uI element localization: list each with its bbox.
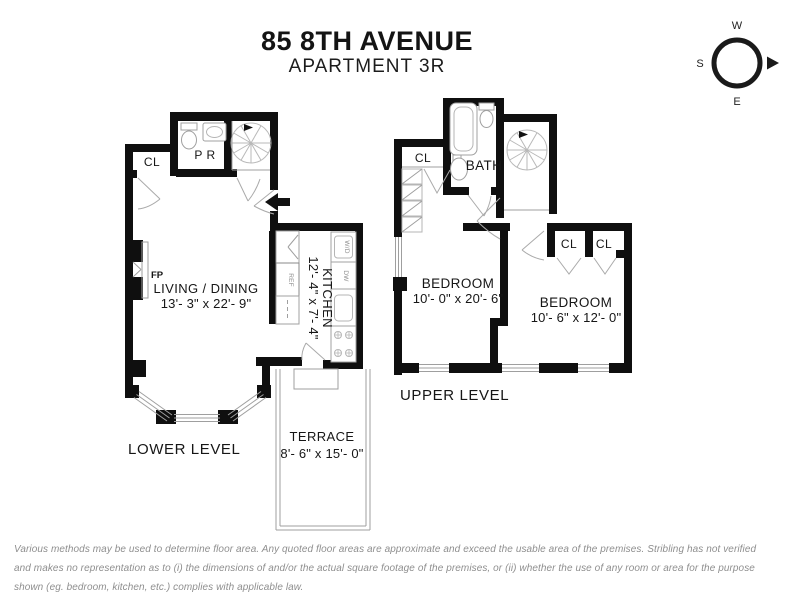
page-subtitle: APARTMENT 3R — [288, 56, 446, 77]
upper-doors — [468, 195, 616, 274]
bedroom-2-dimensions: 10'- 6" x 12'- 0" — [530, 310, 622, 325]
closet-shelves — [402, 167, 450, 232]
kitchen-label: KITCHEN — [320, 268, 335, 328]
terrace-dimensions: 8'- 6" x 15'- 0" — [280, 446, 364, 461]
compass-icon — [680, 10, 790, 115]
compass-east-label: E — [733, 96, 741, 108]
lower-level-floorplan — [60, 90, 400, 540]
living-dining-label: LIVING / DINING — [153, 281, 259, 296]
dishwasher-label: DW — [342, 270, 349, 282]
compass-south-label: S — [696, 58, 704, 70]
compass-west-label: W — [731, 20, 743, 32]
kitchen-dimensions: 12'- 4" x 7'- 4" — [306, 256, 321, 340]
stair-direction-arrow-icon — [519, 131, 528, 138]
compass-ring — [714, 40, 760, 86]
powder-room-fixtures — [181, 123, 226, 149]
bedroom-2-label: BEDROOM — [539, 295, 613, 310]
bath-label: BATH — [465, 158, 503, 173]
bedroom-1-label: BEDROOM — [421, 276, 495, 291]
disclaimer-line: shown (eg. bedroom, kitchen, etc.) complies with applicable law. — [14, 581, 304, 593]
bedroom-1-dimensions: 10'- 0" x 20'- 6" — [412, 291, 504, 306]
upper-spiral-stair — [504, 130, 549, 210]
left-wall-window — [394, 237, 402, 277]
disclaimer-line: Various methods may be used to determine floor area. Any quoted floor areas are approximate and exceed the usable area of the premises. Stribling has not verified — [14, 543, 757, 555]
lower-level-label: LOWER LEVEL — [128, 441, 241, 458]
disclaimer-line: and makes no representation as to (i) the dimensions of and/or the actual square footage of the premises, or (ii) whether the use of any room or area for the purpose — [14, 562, 755, 574]
bottom-windows — [419, 365, 609, 372]
stair-direction-arrow-icon — [244, 124, 253, 131]
washer-dryer-label: W/D — [343, 240, 350, 254]
disclaimer — [14, 540, 795, 597]
refrigerator-label: REF — [287, 273, 294, 287]
lower-spiral-stair — [231, 121, 271, 170]
entrance-arrow-icon — [265, 193, 290, 211]
upper-level-label: UPPER LEVEL — [400, 387, 510, 404]
page-title: 85 8TH AVENUE — [260, 26, 474, 56]
living-dining-dimensions: 13'- 3" x 22'- 9" — [160, 296, 252, 311]
upper-level-floorplan — [385, 90, 645, 410]
powder-room-label: P R — [194, 148, 216, 162]
header — [0, 26, 734, 78]
upper-closet-2-label: CL — [595, 237, 613, 251]
upper-closet-1-label: CL — [560, 237, 578, 251]
bay-window — [134, 392, 266, 422]
compass-north-arrow-icon — [767, 57, 779, 70]
terrace-label: TERRACE — [289, 429, 355, 444]
lower-closet-label: CL — [143, 155, 161, 169]
upper-closet-left-label: CL — [414, 151, 432, 165]
fireplace-label: FP — [151, 270, 164, 281]
